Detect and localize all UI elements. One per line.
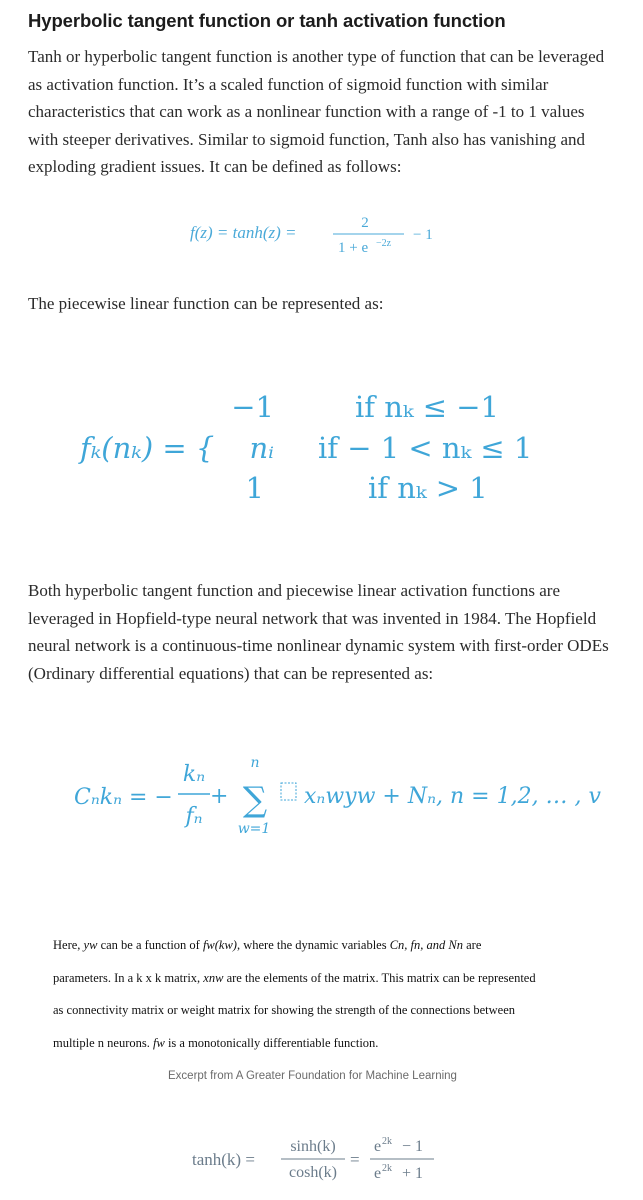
eq4-den2-exp: 2k: [382, 1163, 392, 1174]
hopfield-equation: [0, 745, 643, 845]
eq1-denominator-base: 1 + e: [338, 240, 369, 256]
intro-paragraph: Tanh or hyperbolic tangent function is another type of function that can be leveraged as activation function. It’s a scaled function of sigmoid function with similar characteristics that can work as a nonlinear function with a range of -1 to 1 values with steeper derivatives. Similar to sigmoid function, Tanh also has vanishing and exploding gradient issues. It can be defined as follows:: [28, 47, 605, 176]
page-title: Hyperbolic tangent function or tanh activation function: [28, 10, 506, 31]
eq3-sum-top: n: [250, 755, 260, 771]
eq4-den1: cosh(k): [289, 1164, 337, 1181]
piecewise-equation: [0, 385, 643, 510]
eq2-condition-1: if nₖ ≤ −1: [355, 390, 499, 424]
eq2-value-3: 1: [245, 471, 264, 505]
excerpt-line-2: parameters. In a k x k matrix, xnw are the elements of the matrix. This matrix can be represented: [53, 970, 536, 985]
eq3-frac-num: kₙ: [182, 762, 206, 787]
eq3-rhs: xₙwyw + Nₙ, n = 1,2, … , v: [304, 784, 601, 809]
placeholder-box-icon: [281, 783, 296, 800]
eq4-num2-base: e: [374, 1138, 382, 1155]
eq1-denominator-exp: −2z: [376, 238, 392, 249]
tanh-definition-equation: [0, 205, 643, 265]
excerpt-line-4: multiple n neurons. fw is a monotonically differentiable function.: [53, 1036, 379, 1051]
eq2-value-2: nᵢ: [249, 431, 274, 465]
excerpt-caption: Excerpt from A Greater Foundation for Machine Learning: [168, 1070, 457, 1082]
eq3-plus: +: [210, 784, 229, 809]
eq2-condition-2: if − 1 < nₖ ≤ 1: [318, 431, 533, 465]
eq3-sum-bottom: w=1: [237, 821, 271, 837]
hopfield-paragraph: Both hyperbolic tangent function and piecewise linear activation functions are leveraged in Hopfield-type neural network that was invented in 1984. The Hopfield neural network is a continuous-time nonlinear dynamic system with first-order ODEs (Ordinary differential equations) that can be represented as:: [28, 581, 609, 683]
piecewise-intro: The piecewise linear function can be represented as:: [28, 294, 384, 313]
eq4-num1: sinh(k): [290, 1138, 336, 1155]
eq4-num2-rest: − 1: [402, 1138, 424, 1155]
eq1-numerator: 2: [361, 215, 369, 231]
excerpt-line-3: as connectivity matrix or weight matrix for showing the strength of the connections between: [53, 1003, 516, 1018]
eq4-den2-rest: + 1: [402, 1165, 424, 1182]
sigma-icon: ∑: [242, 780, 268, 820]
eq1-rhs: − 1: [413, 227, 433, 243]
eq4-lhs: tanh(k) =: [192, 1150, 255, 1169]
excerpt-block: [53, 929, 613, 1060]
excerpt-line-1: Here, yw can be a function of fw(kw), where the dynamic variables Cn, fn, and Nn are: [53, 938, 482, 952]
tanh-identity-equation: [0, 1130, 643, 1190]
eq3-frac-den: fₙ: [185, 804, 203, 829]
eq2-lhs: fₖ(nₖ) = {: [80, 431, 215, 465]
eq3-lhs: Cₙkₙ = −: [74, 785, 173, 810]
eq4-den2-base: e: [374, 1165, 382, 1182]
eq1-lhs: f(z) = tanh(z) =: [190, 223, 297, 242]
eq4-equals: =: [350, 1150, 360, 1169]
eq2-condition-3: if nₖ > 1: [368, 471, 488, 505]
eq4-num2-exp: 2k: [382, 1136, 392, 1147]
eq2-value-1: −1: [231, 390, 274, 424]
